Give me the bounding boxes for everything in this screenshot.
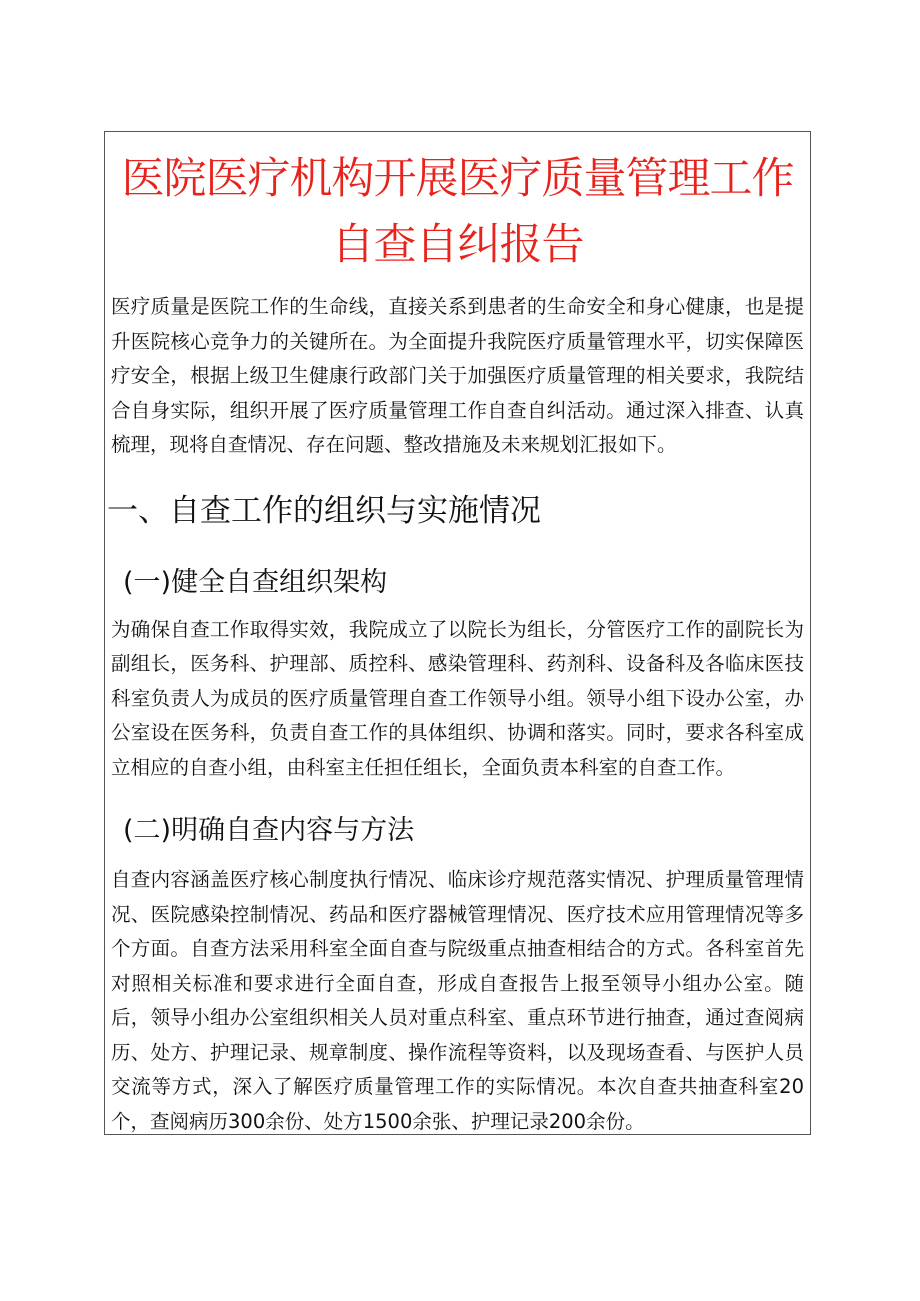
subsection-2-body: 自查内容涵盖医疗核心制度执行情况、临床诊疗规范落实情况、护理质量管理情况、医院感染控制情况、药品和医疗器械管理情况、医疗技术应用管理情况等多个方面。自查方法采用科室全面自查与院级重点抽查相结合的方式。各科室首先对照相关标准和要求进行全面自查，形成自查报告上报至领导小组办公室。随后，领导小组办公室组织相关人员对重点科室、重点环节进行抽查，通过查阅病历、处方、护理记录、规章制度、操作流程等资料，以及现场查看、与医护人员交流等方式，深入了解医疗质量管理工作的实际情况。本次自查共抽查科室20个，查阅病历300余份、处方1500余张、护理记录200余份。 (111, 868, 804, 1133)
intro-paragraph: 医疗质量是医院工作的生命线，直接关系到患者的生命安全和身心健康，也是提升医院核心竞争力的关键所在。为全面提升我院医疗质量管理水平，切实保障医疗安全，根据上级卫生健康行政部门关于加强医疗质量管理的相关要求，我院结合自身实际，组织开展了医疗质量管理工作自查自纠活动。通过深入排查、认真梳理，现将自查情况、存在问题、整改措施及未来规划汇报如下。 (111, 295, 804, 456)
document-frame (104, 131, 811, 1135)
subsection-1-body: 为确保自查工作取得实效，我院成立了以院长为组长，分管医疗工作的副院长为副组长，医务科、护理部、质控科、感染管理科、药剂科、设备科及各临床医技科室负责人为成员的医疗质量管理自查工作领导小组。领导小组下设办公室，办公室设在医务科，负责自查工作的具体组织、协调和落实。同时，要求各科室成立相应的自查小组，由科室主任担任组长，全面负责本科室的自查工作。 (111, 617, 804, 779)
title-line-1: 医院医疗机构开展医疗质量管理工作 (121, 154, 794, 204)
document-title (105, 132, 810, 278)
subsection-1-heading: (一)健全自查组织架构 (123, 566, 388, 598)
subsection-2-heading: (二)明确自查内容与方法 (123, 815, 415, 846)
section-1-heading: 一、自查工作的组织与实施情况 (107, 492, 541, 529)
title-line-2: 自查自纠报告 (331, 220, 584, 270)
